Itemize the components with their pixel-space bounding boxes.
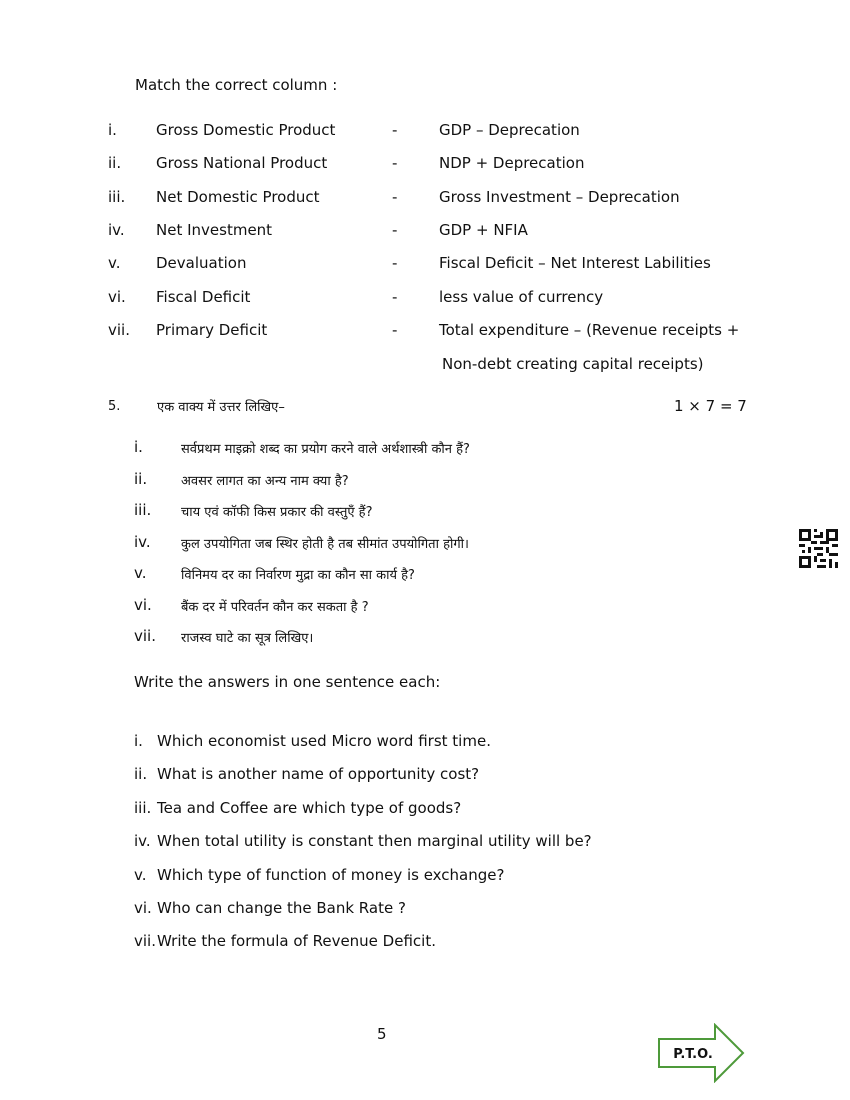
- right-term: GDP – Deprecation: [439, 121, 580, 139]
- left-term: Fiscal Deficit: [156, 288, 251, 306]
- item-number: iii.: [134, 799, 152, 817]
- right-term: Total expenditure – (Revenue receipts +: [439, 321, 740, 339]
- right-term: Fiscal Deficit – Net Interest Labilities: [439, 254, 711, 272]
- item-number: iv.: [134, 533, 151, 551]
- item-number: iv.: [134, 832, 151, 850]
- match-heading: Match the correct column :: [135, 76, 338, 94]
- pto-label: P.T.O.: [673, 1047, 713, 1062]
- dash: -: [392, 121, 398, 139]
- right-term: GDP + NFIA: [439, 221, 528, 239]
- item-number: vi.: [134, 596, 152, 614]
- item-text: राजस्व घाटे का सूत्र लिखिए।: [181, 631, 314, 646]
- item-text: Write the formula of Revenue Deficit.: [157, 932, 436, 950]
- left-term: Gross Domestic Product: [156, 121, 336, 139]
- item-number: i.: [134, 438, 143, 456]
- item-text: चाय एवं कॉफी किस प्रकार की वस्तुएँ हैं?: [181, 505, 373, 520]
- dash: -: [392, 254, 398, 272]
- row-number: v.: [108, 254, 121, 272]
- item-number: i.: [134, 732, 143, 750]
- dash: -: [392, 221, 398, 239]
- row-number: i.: [108, 121, 117, 139]
- item-number: v.: [134, 564, 147, 582]
- item-text: सर्वप्रथम माइक्रो शब्द का प्रयोग करने वाले अर्थशास्त्री कौन हैं?: [181, 442, 470, 457]
- item-text: Who can change the Bank Rate ?: [157, 899, 406, 917]
- question-heading-english: Write the answers in one sentence each:: [134, 673, 441, 691]
- question-number: 5.: [108, 399, 121, 414]
- right-term: Gross Investment – Deprecation: [439, 188, 680, 206]
- dash: -: [392, 154, 398, 172]
- item-number: vii.: [134, 932, 156, 950]
- item-text: विनिमय दर का निर्वारण मुद्रा का कौन सा कार्य है?: [181, 568, 415, 583]
- page-number: 5: [377, 1025, 387, 1043]
- left-term: Gross National Product: [156, 154, 328, 172]
- question-heading-hindi: एक वाक्य में उत्तर लिखिए–: [157, 400, 285, 415]
- dash: -: [392, 321, 398, 339]
- item-text: Which type of function of money is exchange?: [157, 866, 505, 884]
- marks-allocation: 1 × 7 = 7: [674, 397, 747, 415]
- item-text: Tea and Coffee are which type of goods?: [157, 799, 462, 817]
- right-term: less value of currency: [439, 288, 604, 306]
- row-number: iii.: [108, 188, 126, 206]
- left-term: Net Domestic Product: [156, 188, 320, 206]
- row-number: vii.: [108, 321, 130, 339]
- right-term: NDP + Deprecation: [439, 154, 585, 172]
- right-term-continuation: Non-debt creating capital receipts): [442, 355, 704, 373]
- item-text: अवसर लागत का अन्य नाम क्या है?: [181, 474, 349, 489]
- row-number: vi.: [108, 288, 126, 306]
- qr-code: [799, 529, 838, 568]
- left-term: Primary Deficit: [156, 321, 268, 339]
- item-text: What is another name of opportunity cost?: [157, 765, 480, 783]
- pto-arrow-icon: [657, 1023, 745, 1083]
- dash: -: [392, 288, 398, 306]
- row-number: iv.: [108, 221, 125, 239]
- item-text: When total utility is constant then marginal utility will be?: [157, 832, 592, 850]
- item-text: Which economist used Micro word first time.: [157, 732, 491, 750]
- item-number: ii.: [134, 470, 148, 488]
- item-number: vii.: [134, 627, 156, 645]
- item-number: v.: [134, 866, 147, 884]
- item-number: ii.: [134, 765, 148, 783]
- left-term: Devaluation: [156, 254, 247, 272]
- item-text: कुल उपयोगिता जब स्थिर होती है तब सीमांत उपयोगिता होगी।: [181, 537, 469, 552]
- item-number: vi.: [134, 899, 152, 917]
- item-number: iii.: [134, 501, 152, 519]
- dash: -: [392, 188, 398, 206]
- left-term: Net Investment: [156, 221, 273, 239]
- row-number: ii.: [108, 154, 122, 172]
- item-text: बैंक दर में परिवर्तन कौन कर सकता है ?: [181, 600, 369, 615]
